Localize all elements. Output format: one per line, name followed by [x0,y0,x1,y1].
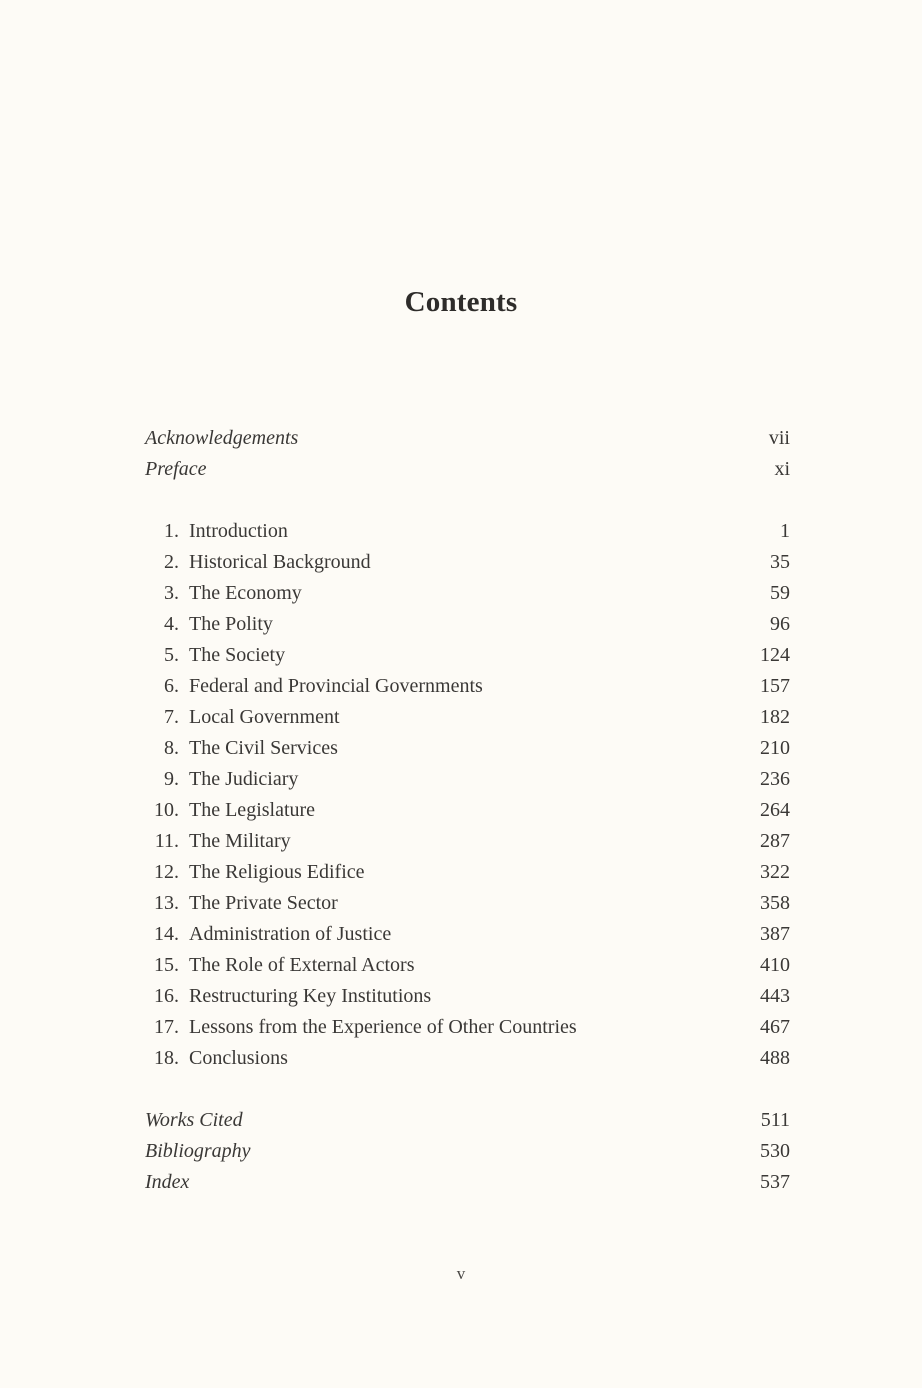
toc-entry [0,1105,922,1136]
toc-entry-page: 1 [780,520,790,542]
toc-entry-label: The Civil Services [189,737,338,759]
chapter-number: 14. [154,923,179,945]
chapter-number: 17. [154,1016,179,1038]
toc-entry-page: xi [774,458,790,480]
chapter-list [0,516,922,1074]
toc-entry-page: 537 [760,1171,790,1193]
toc-entry [0,1012,922,1043]
chapter-number: 10. [154,799,179,821]
toc-entry [0,981,922,1012]
toc-entry-label: Preface [145,458,207,480]
toc-entry [0,423,922,454]
chapter-number: 11. [154,830,179,852]
toc-entry-label: Restructuring Key Institutions [189,985,432,1007]
toc-entry [0,888,922,919]
chapter-number: 2. [164,551,179,573]
chapter-number: 4. [164,613,179,635]
toc-entry-label: Lessons from the Experience of Other Countries [189,1016,577,1038]
toc-entry-label: Administration of Justice [189,923,392,945]
toc-entry-page: 467 [760,1016,790,1038]
toc-entry-page: 511 [760,1109,790,1131]
toc-entry-label: The Role of External Actors [189,954,415,976]
toc-entry-page: 124 [760,644,790,666]
toc-entry-page: 210 [760,737,790,759]
toc-entry-page: 236 [760,768,790,790]
toc-entry-label: Federal and Provincial Governments [189,675,483,697]
chapter-number: 1. [164,520,179,542]
page-number: v [456,1264,466,1283]
toc-entry [0,1136,922,1167]
toc-entry-page: 387 [760,923,790,945]
toc-entry [0,919,922,950]
toc-entry [0,950,922,981]
toc-entry-label: The Military [189,830,291,852]
toc-entry [0,826,922,857]
chapter-number: 7. [164,706,179,728]
toc-entry [0,609,922,640]
toc-entry [0,764,922,795]
toc-entry-label: The Religious Edifice [189,861,365,883]
toc-entry-label: Acknowledgements [145,427,299,449]
toc-entry-label: The Polity [189,613,273,635]
chapter-number: 3. [164,582,179,604]
toc-entry-label: Conclusions [189,1047,288,1069]
chapter-number: 5. [164,644,179,666]
toc-entry-page: 287 [760,830,790,852]
toc-entry [0,516,922,547]
toc-entry-page: 410 [760,954,790,976]
toc-entry [0,640,922,671]
toc-entry [0,547,922,578]
toc-entry-page: 530 [760,1140,790,1162]
toc-entry-page: 59 [770,582,790,604]
toc-entry-page: vii [768,427,790,449]
chapter-number: 16. [154,985,179,1007]
toc-entry [0,733,922,764]
toc-entry-label: The Economy [189,582,302,604]
toc-entry-label: Index [145,1171,190,1193]
toc-entry [0,1167,922,1198]
chapter-number: 13. [154,892,179,914]
toc-entry-page: 488 [760,1047,790,1069]
toc-entry-page: 157 [760,675,790,697]
front-matter-list [0,423,922,485]
chapter-number: 9. [164,768,179,790]
toc-entry-label: Historical Background [189,551,371,573]
toc-entry-page: 322 [760,861,790,883]
toc-entry-label: Works Cited [145,1109,243,1131]
toc-entry [0,671,922,702]
toc-entry-label: Bibliography [145,1140,251,1162]
toc-entry-label: Introduction [189,520,288,542]
toc-entry [0,857,922,888]
chapter-number: 15. [154,954,179,976]
toc-entry-label: Local Government [189,706,340,728]
chapter-number: 12. [154,861,179,883]
toc-entry-page: 358 [760,892,790,914]
toc-entry-page: 264 [760,799,790,821]
toc-entry [0,795,922,826]
back-matter-list [0,1105,922,1198]
page-title: Contents [404,286,518,318]
toc-entry [0,1043,922,1074]
toc-entry [0,702,922,733]
chapter-number: 6. [164,675,179,697]
toc-entry-label: The Private Sector [189,892,338,914]
toc-entry-page: 35 [770,551,790,573]
toc-entry-page: 443 [760,985,790,1007]
chapter-number: 18. [154,1047,179,1069]
toc-entry-label: The Society [189,644,286,666]
toc-entry [0,454,922,485]
toc-entry-label: The Legislature [189,799,316,821]
toc-entry [0,578,922,609]
toc-entry-page: 96 [770,613,790,635]
toc-entry-page: 182 [760,706,790,728]
chapter-number: 8. [164,737,179,759]
toc-entry-label: The Judiciary [189,768,299,790]
